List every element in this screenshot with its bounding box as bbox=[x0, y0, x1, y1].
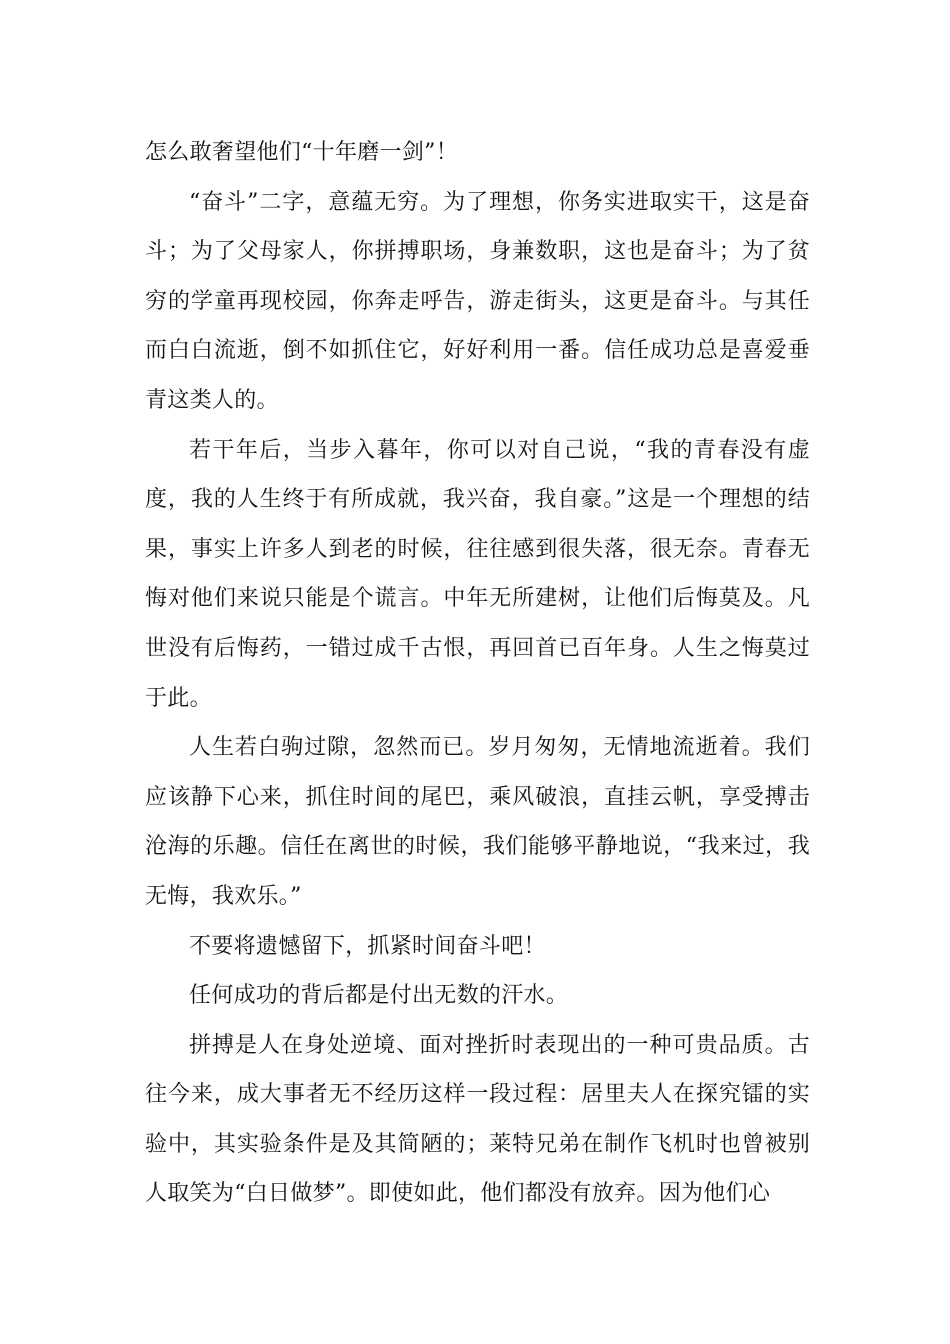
paragraph-4: 人生若白驹过隙，忽然而已。岁月匆匆，无情地流逝着。我们应该静下心来，抓住时间的尾巴，乘风破浪，直挂云帆，享受搏击沧海的乐趣。信任在离世的时候，我们能够平静地说，“我来过，我无悔，我欢乐。” bbox=[145, 735, 810, 909]
paragraph-5: 不要将遗憾留下，抓紧时间奋斗吧！ bbox=[189, 933, 546, 959]
paragraph-1: 怎么敢奢望他们“十年磨一剑”！ bbox=[145, 140, 458, 165]
document-body bbox=[145, 128, 810, 1219]
paragraph-3: 若干年后，当步入暮年，你可以对自己说，“我的青春没有虚度，我的人生终于有所成就，我兴奋，我自豪。”这是一个理想的结果，事实上许多人到老的时候，往往感到很失落，很无奈。青春无悔对他们来说只能是个谎言。中年无所建树，让他们后悔莫及。凡世没有后悔药，一错过成千古恨，再回首已百年身。人生之悔莫过于此。 bbox=[145, 437, 810, 711]
paragraph-6: 任何成功的背后都是付出无数的汗水。 bbox=[189, 983, 569, 1009]
paragraph-7: 拼搏是人在身处逆境、面对挫折时表现出的一种可贵品质。古往今来，成大事者无不经历这样一段过程：居里夫人在探究镭的实验中，其实验条件是及其简陋的；莱特兄弟在制作飞机时也曾被别人取笑为“白日做梦”。即使如此，他们都没有放弃。因为他们心 bbox=[145, 1032, 810, 1207]
paragraph-2: “奋斗”二字，意蕴无穷。为了理想，你务实进取实干，这是奋斗；为了父母家人，你拼搏职场，身兼数职，这也是奋斗；为了贫穷的学童再现校园，你奔走呼告，游走街头，这更是奋斗。与其任而白白流逝，倒不如抓住它，好好利用一番。信任成功总是喜爱垂青这类人的。 bbox=[145, 189, 810, 413]
